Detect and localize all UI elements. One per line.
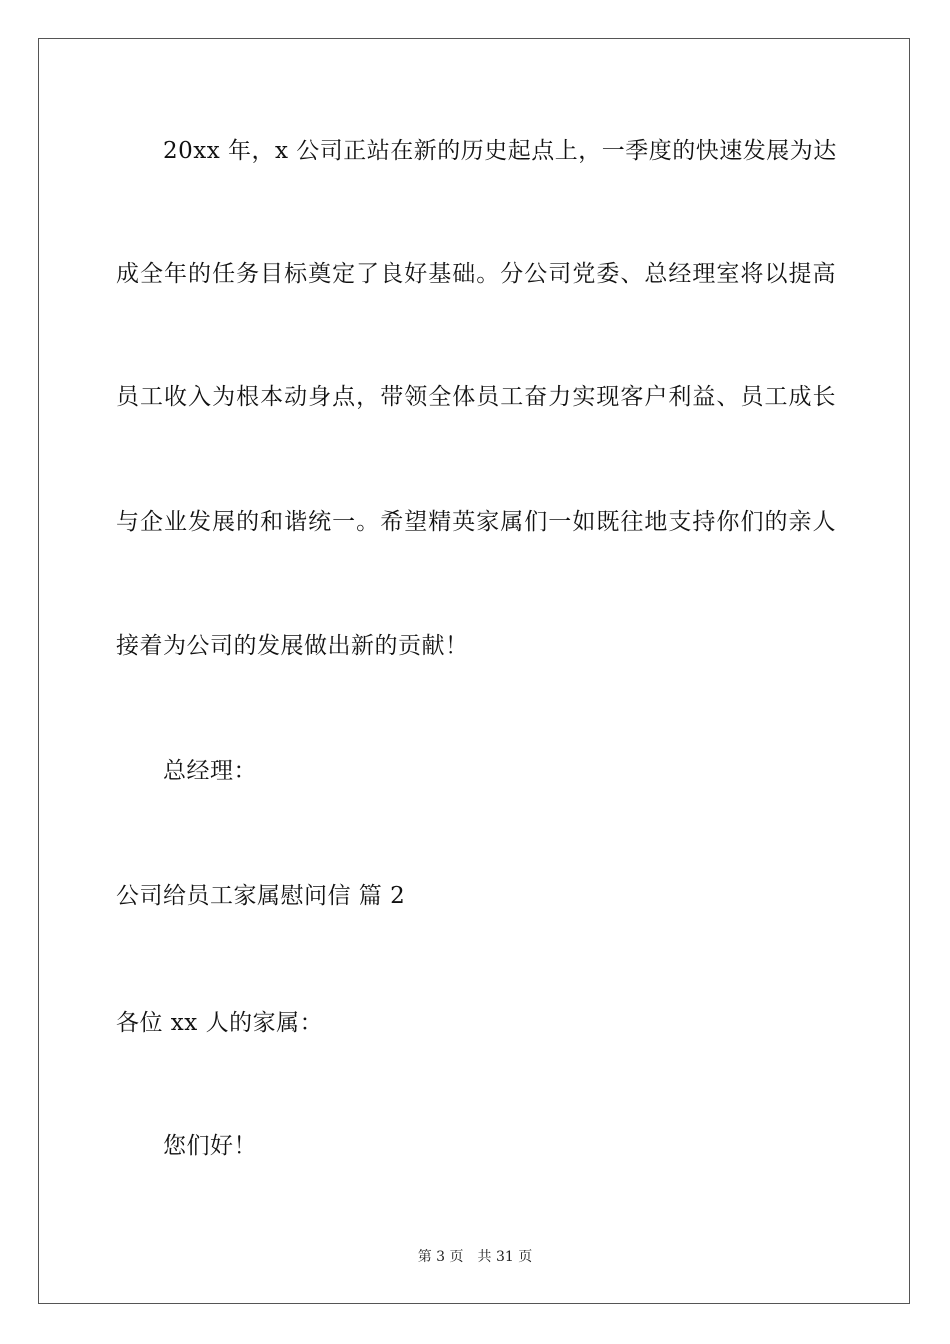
- paragraph-line-4: 与企业发展的和谐统一。希望精英家属们一如既往地支持你们的亲人: [116, 509, 836, 535]
- page-number: 第 3 页: [417, 1249, 464, 1265]
- paragraph-line-1: 20xx 年，x 公司正站在新的历史起点上，一季度的快速发展为达: [163, 138, 837, 164]
- section-title: 公司给员工家属慰问信 篇 2: [116, 883, 406, 909]
- greeting: 您们好！: [163, 1133, 257, 1159]
- signature-line: 总经理：: [163, 758, 257, 784]
- salutation: 各位 xx 人的家属：: [116, 1010, 324, 1036]
- page-border: [38, 38, 910, 1304]
- page-total: 共 31 页: [477, 1249, 533, 1265]
- paragraph-line-5: 接着为公司的发展做出新的贡献！: [116, 633, 469, 659]
- paragraph-line-2: 成全年的任务目标奠定了良好基础。分公司党委、总经理室将以提高: [116, 261, 836, 287]
- page-footer: [0, 1248, 950, 1266]
- paragraph-line-3: 员工收入为根本动身点，带领全体员工奋力实现客户利益、员工成长: [116, 384, 836, 410]
